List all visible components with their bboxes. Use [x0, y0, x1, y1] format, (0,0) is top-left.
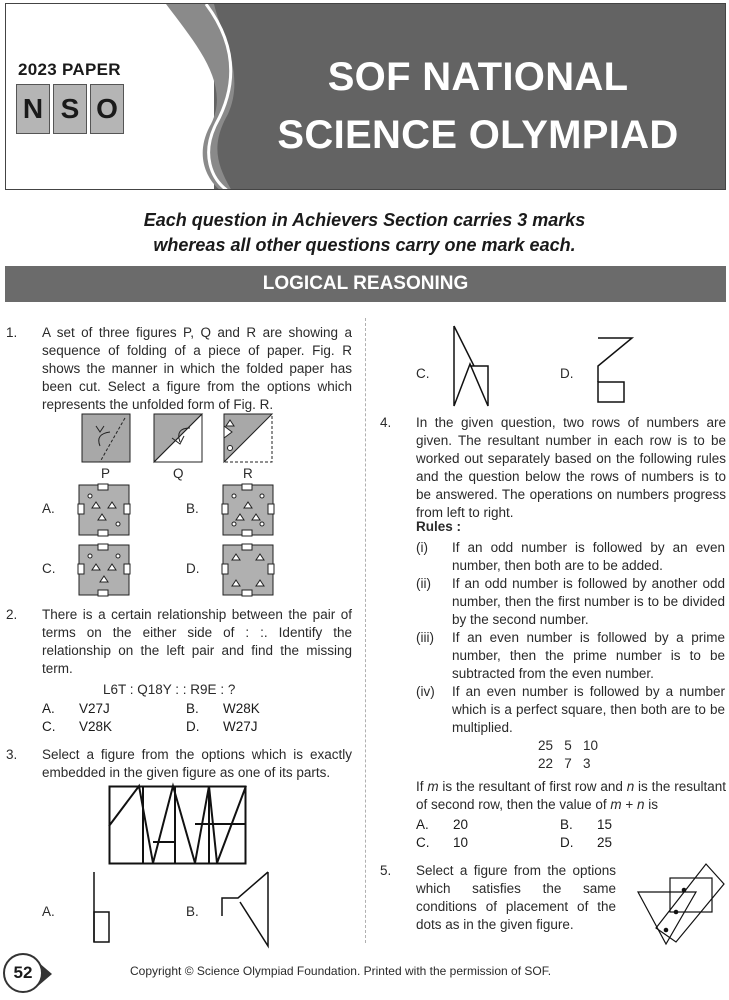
- q4-row-1: 25 5 10: [538, 738, 599, 753]
- q4-q-m: m: [427, 779, 439, 794]
- section-title: LOGICAL REASONING: [5, 266, 726, 302]
- question-4-text: In the given question, two rows of numbers are given. The resultant number in each row is to be worked out separately based on the following rules and the question below the rows of numbers is to be answered. The operations on numbers progress from left to right.: [416, 415, 726, 520]
- q4-q-post: is: [644, 797, 659, 812]
- q4-q-expr-m: m: [610, 797, 622, 812]
- q3-option-d-figure[interactable]: [596, 338, 636, 404]
- q3-option-c-label[interactable]: C.: [416, 366, 430, 381]
- q1-fold-figures: [80, 414, 280, 466]
- q3-option-b-figure[interactable]: [220, 872, 272, 948]
- instruction-line1: Each question in Achievers Section carries 3 marks: [143, 210, 586, 230]
- q2-option-a-value[interactable]: V27J: [79, 701, 110, 716]
- q4-rule-2-text: If an odd number is followed by another odd number, then the first number is to be divided by the second number.: [452, 576, 725, 627]
- q1-option-d-label[interactable]: D.: [186, 561, 200, 576]
- q4-option-d-label[interactable]: D.: [560, 835, 574, 850]
- q4-rule-4-text: If an even number is followed by a number which is a perfect square, then both are to be multiplied.: [452, 684, 725, 735]
- q2-option-d-label[interactable]: D.: [186, 719, 200, 734]
- q4-q-expr-plus: +: [621, 797, 638, 812]
- q2-option-c-value[interactable]: V28K: [79, 719, 113, 734]
- q3-option-a-label[interactable]: A.: [42, 904, 55, 919]
- q1-fig-label-r: R: [243, 466, 253, 481]
- question-2-text: There is a certain relationship between the pair of terms on the either side of : :. Identify the relationship on the left pair and find the missing term.: [42, 607, 352, 676]
- q1-option-b-label[interactable]: B.: [186, 501, 199, 516]
- q2-option-b-value[interactable]: W28K: [223, 701, 260, 716]
- footer-copyright: Copyright © Science Olympiad Foundation. Printed with the permission of SOF.: [130, 964, 552, 978]
- q4-q-mid2: is the resultant of second row, then the value of: [416, 779, 726, 812]
- question-1-number: 1.: [6, 325, 18, 340]
- q3-option-c-figure[interactable]: [452, 326, 492, 408]
- page-number: 52: [3, 953, 43, 993]
- nso-letter-o: O: [90, 84, 124, 134]
- question-5-text: Select a figure from the options which satisfies the same conditions of placement of the dots as in the given figure.: [416, 863, 616, 932]
- question-2-number: 2.: [6, 607, 18, 622]
- q4-option-a-value[interactable]: 20: [453, 817, 469, 832]
- question-4-number: 4.: [380, 415, 392, 430]
- q4-rule-1-text: If an odd number is followed by an even number, then both are to be added.: [452, 540, 725, 573]
- q3-given-figure: [109, 786, 246, 864]
- q4-rule-3-text: If an even number is followed by a prime number, then the prime number is to be subtracted from the even number.: [452, 630, 725, 681]
- q4-question-line: [416, 778, 726, 814]
- question-3-text: Select a figure from the options which is exactly embedded in the given figure as one of its parts.: [42, 747, 352, 780]
- nso-letter-s: S: [53, 84, 87, 134]
- q2-option-c-label[interactable]: C.: [42, 719, 56, 734]
- question-5-number: 5.: [380, 863, 392, 878]
- banner-title: [238, 48, 718, 164]
- q1-option-a-label[interactable]: A.: [42, 501, 55, 516]
- banner-title-line1: SOF NATIONAL: [327, 55, 629, 99]
- nso-letter-n: N: [16, 84, 50, 134]
- q4-option-b-label[interactable]: B.: [560, 817, 573, 832]
- q2-option-d-value[interactable]: W27J: [223, 719, 258, 734]
- q4-q-n: n: [626, 779, 635, 794]
- instruction-text: [0, 208, 729, 258]
- q4-rule-3-number: (iii): [416, 630, 434, 645]
- q4-q-mid1: is the resultant of first row and: [438, 779, 627, 794]
- question-3-number: 3.: [6, 747, 18, 762]
- header-banner: [5, 3, 726, 190]
- q4-rules-heading: Rules :: [416, 519, 462, 534]
- q4-q-expr-n: n: [637, 797, 645, 812]
- q5-given-figure: [636, 862, 726, 946]
- q3-option-b-label[interactable]: B.: [186, 904, 199, 919]
- q4-rule-1-number: (i): [416, 540, 428, 555]
- q4-options: [416, 816, 716, 852]
- q1-option-c-figure[interactable]: [78, 544, 130, 596]
- q2-option-a-label[interactable]: A.: [42, 701, 55, 716]
- q1-option-a-figure[interactable]: [78, 484, 130, 536]
- q4-option-d-value[interactable]: 25: [597, 835, 613, 850]
- instruction-line2: whereas all other questions carry one mark each.: [153, 235, 576, 255]
- q4-row-2: 22 7 3: [538, 756, 591, 771]
- q1-option-d-figure[interactable]: [222, 544, 274, 596]
- paper-year: 2023 PAPER: [18, 60, 121, 79]
- q1-fig-label-q: Q: [173, 466, 184, 481]
- q4-option-c-label[interactable]: C.: [416, 835, 430, 850]
- nso-logo: [16, 84, 124, 134]
- q2-option-b-label[interactable]: B.: [186, 701, 199, 716]
- q4-option-c-value[interactable]: 10: [453, 835, 469, 850]
- banner-title-line2: SCIENCE OLYMPIAD: [277, 113, 679, 157]
- q1-fig-label-p: P: [101, 466, 111, 481]
- q1-option-b-figure[interactable]: [222, 484, 274, 536]
- column-divider: [365, 318, 366, 943]
- q4-option-a-label[interactable]: A.: [416, 817, 429, 832]
- q3-option-d-label[interactable]: D.: [560, 366, 574, 381]
- question-1-text: A set of three figures P, Q and R are showing a sequence of folding of a piece of paper. Fig. R shows the manner in which the folded paper has been cut. Select a figure from the options which represents the unfolded form of Fig. R.: [42, 325, 352, 412]
- q1-option-c-label[interactable]: C.: [42, 561, 56, 576]
- q2-options: [42, 700, 342, 736]
- q4-option-b-value[interactable]: 15: [597, 817, 613, 832]
- q4-rule-4-number: (iv): [416, 684, 435, 699]
- q3-option-a-figure[interactable]: [92, 872, 112, 944]
- q4-q-pre: If: [416, 779, 428, 794]
- q4-rule-2-number: (ii): [416, 576, 431, 591]
- q2-expression: L6T : Q18Y : : R9E : ?: [103, 682, 236, 697]
